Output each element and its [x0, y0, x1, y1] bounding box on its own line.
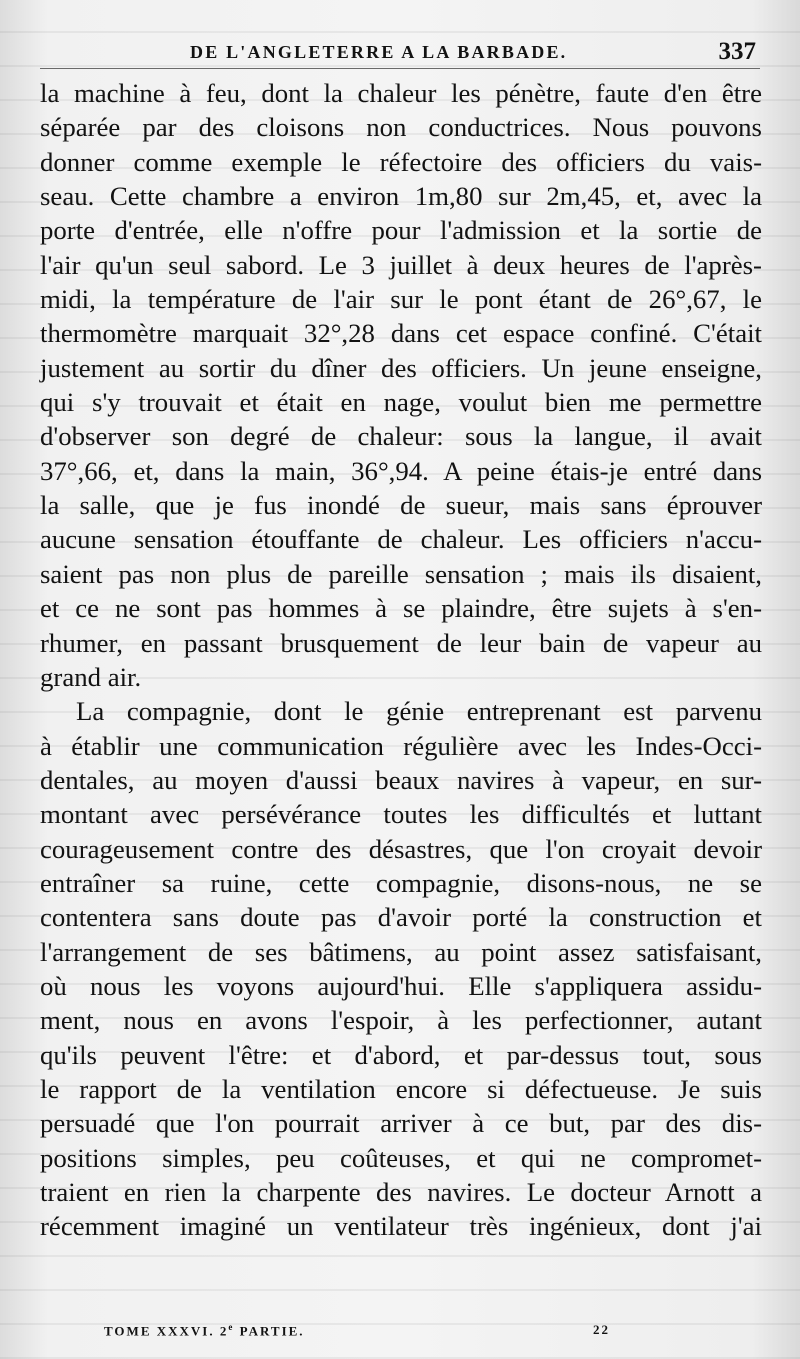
text-line: positions simples, peu coûteuses, et qui ne compromet-: [40, 1142, 762, 1173]
signature-volume: TOME XXXVI. 2: [104, 1323, 229, 1339]
body-text: [40, 76, 762, 1244]
text-line: dentales, au moyen d'aussi beaux navires à vapeur, en sur-: [40, 764, 762, 795]
text-line: ment, nous en avons l'espoir, à les perfectionner, autant: [40, 1005, 762, 1036]
signature-part: PARTIE.: [234, 1323, 305, 1339]
signature-superscript: e: [228, 1322, 235, 1332]
text-line: montant avec persévérance toutes les difficultés et luttant: [40, 799, 762, 830]
text-line: grand air.: [40, 661, 142, 692]
text-line: courageusement contre des désastres, que l'on croyait devoir: [40, 833, 762, 864]
page-number: 337: [718, 38, 756, 65]
text-line: qui s'y trouvait et était en nage, voulut bien me permettre: [40, 387, 762, 418]
text-line: La compagnie, dont le génie entreprenant est parvenu: [76, 696, 762, 727]
signature-mark: [104, 1322, 305, 1339]
text-line: et ce ne sont pas hommes à se plaindre, être sujets à s'en-: [40, 593, 762, 624]
text-line: où nous les voyons aujourd'hui. Elle s'appliquera assidu-: [40, 970, 762, 1001]
text-line: porte d'entrée, elle n'offre pour l'admission et la sortie de: [40, 215, 762, 246]
text-line: thermomètre marquait 32°,28 dans cet espace confiné. C'était: [40, 318, 762, 349]
text-line: la machine à feu, dont la chaleur les pénètre, faute d'en être: [40, 78, 762, 108]
text-line: séparée par des cloisons non conductrices. Nous pouvons: [40, 112, 762, 143]
text-line: saient pas non plus de pareille sensation ; mais ils disaient,: [40, 558, 762, 589]
text-line: donner comme exemple le réfectoire des officiers du vais-: [40, 146, 762, 177]
page-footer: [104, 1320, 740, 1344]
text-line: d'observer son degré de chaleur: sous la langue, il avait: [40, 421, 762, 452]
text-line: traient en rien la charpente des navires. Le docteur Arnott a: [40, 1177, 762, 1207]
text-line: l'air qu'un seul sabord. Le 3 juillet à deux heures de l'après-: [40, 249, 762, 280]
text-line: persuadé que l'on pourrait arriver à ce but, par des dis-: [40, 1108, 762, 1139]
sheet-number: 22: [593, 1322, 610, 1337]
text-line: justement au sortir du dîner des officiers. Un jeune enseigne,: [40, 352, 762, 383]
text-line: la salle, que je fus inondé de sueur, mais sans éprouver: [40, 490, 762, 521]
running-head: [40, 38, 760, 69]
text-line: le rapport de la ventilation encore si défectueuse. Je suis: [40, 1073, 762, 1104]
text-line: rhumer, en passant brusquement de leur bain de vapeur au: [40, 627, 762, 658]
text-line: 37°,66, et, dans la main, 36°,94. A peine étais-je entré dans: [40, 455, 762, 486]
text-line: l'arrangement de ses bâtimens, au point assez satisfaisant,: [40, 936, 762, 967]
text-line: entraîner sa ruine, cette compagnie, disons-nous, ne se: [40, 867, 762, 898]
text-line: récemment imaginé un ventilateur très ingénieux, dont j'ai: [40, 1211, 762, 1242]
running-title: DE L'ANGLETERRE A LA BARBADE.: [190, 42, 568, 62]
text-line: aucune sensation étouffante de chaleur. Les officiers n'accu-: [40, 524, 762, 555]
text-line: à établir une communication régulière avec les Indes-Occi-: [40, 730, 762, 761]
text-line: qu'ils peuvent l'être: et d'abord, et par-dessus tout, sous: [40, 1039, 762, 1070]
text-line: midi, la température de l'air sur le pont étant de 26°,67, le: [40, 284, 762, 315]
text-line: contentera sans doute pas d'avoir porté la construction et: [40, 902, 762, 933]
text-line: seau. Cette chambre a environ 1m,80 sur 2m,45, et, avec la: [40, 181, 762, 212]
